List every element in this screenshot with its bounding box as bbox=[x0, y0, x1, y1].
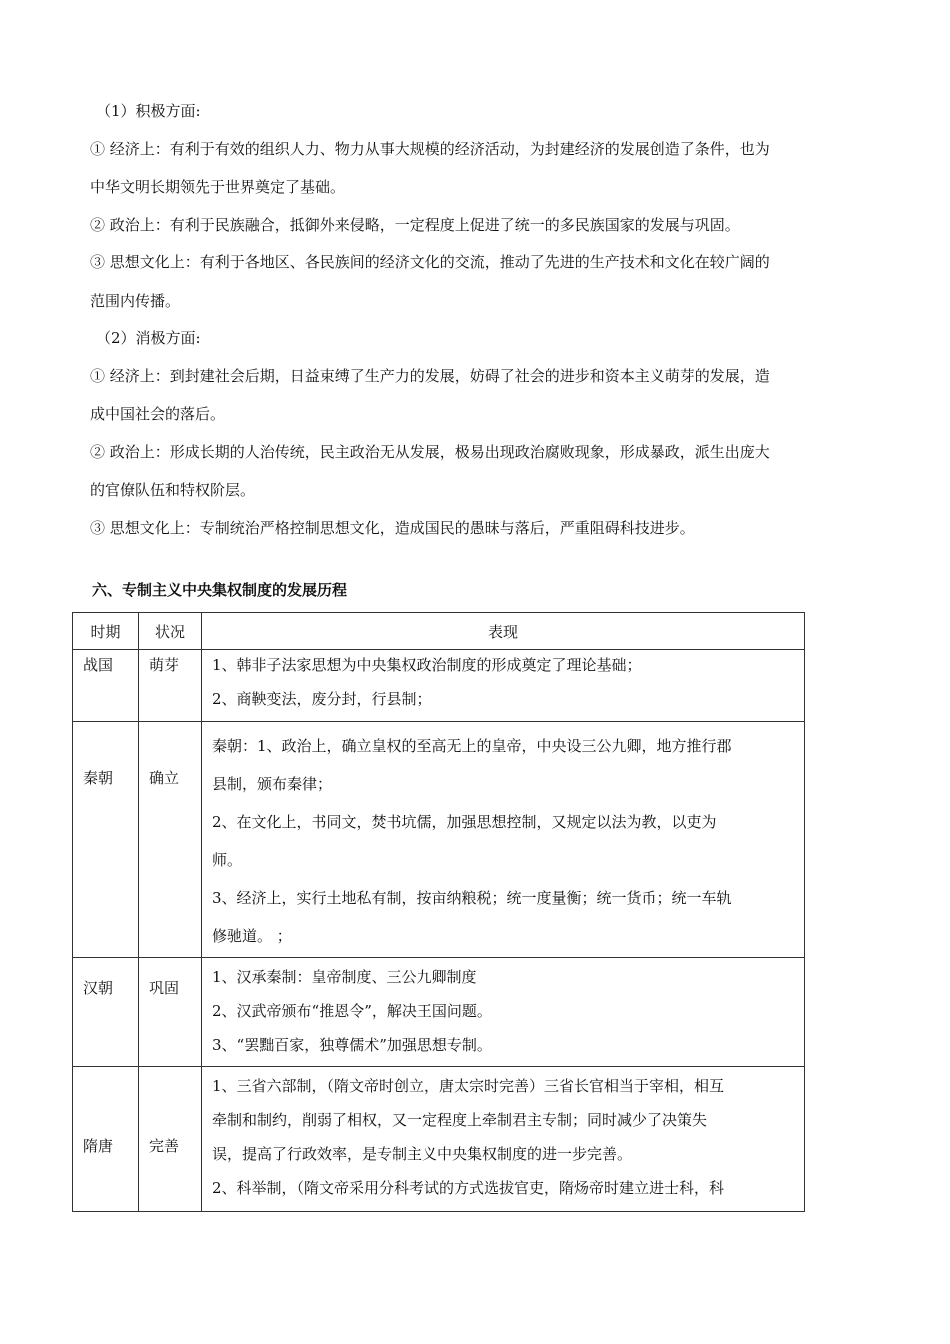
header-period: 时期 bbox=[73, 613, 139, 650]
header-manifestation: 表现 bbox=[202, 613, 805, 650]
row-line: 1、三省六部制，（隋文帝时创立，唐太宗时完善）三省长官相当于宰相，相互 bbox=[212, 1077, 725, 1095]
positive-line-5: 范围内传播。 bbox=[90, 292, 181, 310]
row-line: 牵制和制约，削弱了相权，又一定程度上牵制君主专制；同时减少了决策失 bbox=[212, 1111, 708, 1129]
positive-line-1: ① 经济上：有利于有效的组织人力、物力从事大规模的经济活动，为封建经济的发展创造了条件，也为 bbox=[90, 140, 770, 158]
row-line: 2、在文化上，书同文，焚书坑儒，加强思想控制，又规定以法为教，以吏为 bbox=[212, 813, 717, 831]
negative-line-5: ③ 思想文化上：专制统治严格控制思想文化，造成国民的愚昧与落后，严重阻碍科技进步。 bbox=[90, 519, 695, 537]
row-period: 秦朝 bbox=[83, 769, 114, 787]
table-row bbox=[73, 958, 805, 1067]
section-title: 六、专制主义中央集权制度的发展历程 bbox=[92, 581, 348, 599]
row-status: 巩固 bbox=[149, 979, 180, 997]
header-status: 状况 bbox=[139, 613, 202, 650]
table-row bbox=[73, 650, 805, 722]
row-status: 完善 bbox=[149, 1137, 180, 1155]
table-row bbox=[73, 1067, 805, 1212]
row-line: 修驰道。 ； bbox=[212, 927, 292, 945]
row-line: 1、韩非子法家思想为中央集权政治制度的形成奠定了理论基础； bbox=[212, 656, 642, 674]
row-period: 汉朝 bbox=[83, 979, 114, 997]
row-line: 1、汉承秦制：皇帝制度、三公九卿制度 bbox=[212, 968, 477, 986]
row-line: 2、科举制，（隋文帝采用分科考试的方式选拔官吏，隋炀帝时建立进士科，科 bbox=[212, 1179, 725, 1197]
row-line: 2、商鞅变法，废分封，行县制； bbox=[212, 690, 432, 708]
row-line: 县制，颁布秦律； bbox=[212, 775, 333, 793]
row-line: 3、“罢黜百家，独尊儒术”加强思想专制。 bbox=[212, 1036, 492, 1054]
row-line: 师。 bbox=[212, 851, 243, 869]
positive-line-4: ③ 思想文化上：有利于各地区、各民族间的经济文化的交流，推动了先进的生产技术和文化在较广阔的 bbox=[90, 253, 770, 271]
negative-line-4: 的官僚队伍和特权阶层。 bbox=[90, 481, 256, 499]
row-status: 萌芽 bbox=[149, 656, 180, 674]
row-line: 3、经济上，实行土地私有制，按亩纳粮税；统一度量衡；统一货币；统一车轨 bbox=[212, 889, 732, 907]
history-table bbox=[72, 612, 805, 1212]
negative-heading: （2）消极方面: bbox=[96, 329, 201, 347]
row-line: 2、汉武帝颁布“推恩令”，解决王国问题。 bbox=[212, 1002, 492, 1020]
positive-heading: （1）积极方面: bbox=[96, 102, 201, 120]
table-row bbox=[73, 722, 805, 958]
row-period: 战国 bbox=[83, 656, 114, 674]
row-line: 秦朝：1、政治上，确立皇权的至高无上的皇帝，中央设三公九卿，地方推行郡 bbox=[212, 737, 732, 755]
row-line: 误，提高了行政效率，是专制主义中央集权制度的进一步完善。 bbox=[212, 1145, 633, 1163]
positive-line-3: ② 政治上：有利于民族融合，抵御外来侵略，一定程度上促进了统一的多民族国家的发展与巩固。 bbox=[90, 216, 740, 234]
negative-line-1: ① 经济上：到封建社会后期，日益束缚了生产力的发展，妨碍了社会的进步和资本主义萌芽的发展，造 bbox=[90, 367, 770, 385]
row-period: 隋唐 bbox=[83, 1137, 114, 1155]
positive-line-2: 中华文明长期领先于世界奠定了基础。 bbox=[90, 178, 346, 196]
row-status: 确立 bbox=[149, 769, 180, 787]
negative-line-3: ② 政治上：形成长期的人治传统，民主政治无从发展，极易出现政治腐败现象，形成暴政，派生出庞大 bbox=[90, 443, 770, 461]
table-header-row bbox=[73, 613, 805, 650]
negative-line-2: 成中国社会的落后。 bbox=[90, 405, 226, 423]
